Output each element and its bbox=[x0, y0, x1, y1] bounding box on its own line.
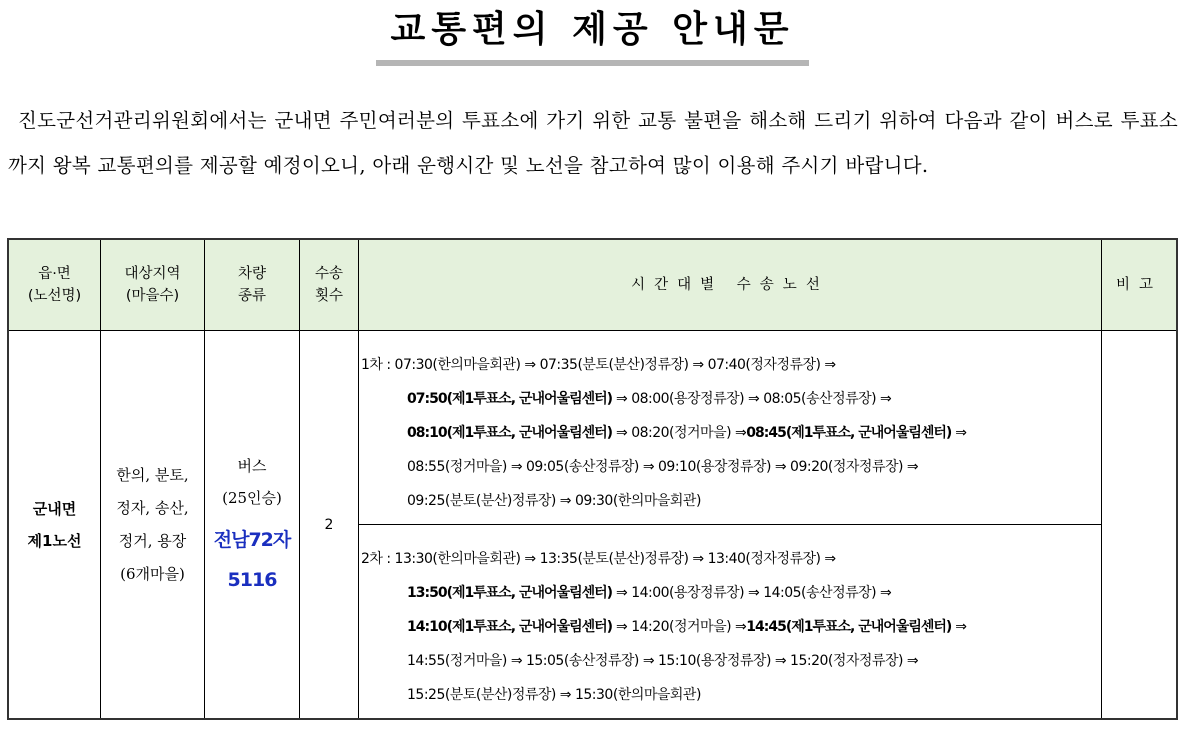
route-line: 08:55(정거마을) ⇒ 09:05(송산정류장) ⇒ 09:10(용장정류장) ⇒ 09:20(정자정류장) ⇒ bbox=[407, 459, 919, 475]
license-plate-number: 5116 bbox=[227, 568, 277, 591]
route-line: 2차 : 13:30(한의마을회관) ⇒ 13:35(분토(분산)정류장) ⇒ 13:40(정자정류장) ⇒ bbox=[361, 551, 836, 567]
title-container bbox=[0, 4, 1185, 66]
header-trips: 수송 횟수 bbox=[300, 239, 359, 331]
cell-region: 한의, 분토, 정자, 송산, 정거, 용장 (6개마을) bbox=[101, 331, 205, 720]
route-line: 15:25(분토(분산)정류장) ⇒ 15:30(한의마을회관) bbox=[407, 687, 701, 703]
header-note: 비고 bbox=[1102, 239, 1178, 331]
cell-vehicle: 버스 (25인승) 전남72자 5116 bbox=[205, 331, 300, 720]
route-line: 13:50(제1투표소, 군내어울림센터) ⇒ 14:00(용장정류장) ⇒ 14:05(송산정류장) ⇒ bbox=[407, 585, 892, 601]
header-area: 읍·면 (노선명) bbox=[8, 239, 101, 331]
route-line: 14:10(제1투표소, 군내어울림센터) ⇒ 14:20(정거마을) ⇒14:45(제1투표소, 군내어울림센터) ⇒ bbox=[407, 619, 967, 635]
header-vehicle: 차량 종류 bbox=[205, 239, 300, 331]
table-header-row bbox=[8, 239, 1177, 331]
header-region: 대상지역 (마을수) bbox=[101, 239, 205, 331]
cell-note bbox=[1102, 331, 1178, 720]
route-line: 14:55(정거마을) ⇒ 15:05(송산정류장) ⇒ 15:10(용장정류장) ⇒ 15:20(정자정류장) ⇒ bbox=[407, 653, 919, 669]
cell-area: 군내면 제1노선 bbox=[8, 331, 101, 720]
schedule-table bbox=[7, 238, 1178, 720]
route-line: 09:25(분토(분산)정류장) ⇒ 09:30(한의마을회관) bbox=[407, 493, 701, 509]
intro-paragraph: 진도군선거관리위원회에서는 군내면 주민여러분의 투표소에 가기 위한 교통 불편을 해소해 드리기 위하여 다음과 같이 버스로 투표소까지 왕복 교통편의를 제공할 예정이오니, 아래 운행시간 및 노선을 참고하여 많이 이용해 주시기 바랍니다. bbox=[8, 109, 1178, 177]
route-line: 07:50(제1투표소, 군내어울림센터) ⇒ 08:00(용장정류장) ⇒ 08:05(송산정류장) ⇒ bbox=[407, 391, 892, 407]
route-cell-2 bbox=[359, 525, 1102, 720]
route-line: 08:10(제1투표소, 군내어울림센터) ⇒ 08:20(정거마을) ⇒08:45(제1투표소, 군내어울림센터) ⇒ bbox=[407, 425, 967, 441]
header-route: 시간대별 수송노선 bbox=[359, 239, 1102, 331]
table-row bbox=[8, 331, 1177, 525]
route-line: 1차 : 07:30(한의마을회관) ⇒ 07:35(분토(분산)정류장) ⇒ 07:40(정자정류장) ⇒ bbox=[361, 357, 836, 373]
route-cell-1 bbox=[359, 331, 1102, 525]
cell-trips: 2 bbox=[300, 331, 359, 720]
license-plate: 전남72자 bbox=[213, 528, 291, 551]
page-title: 교통편의 제공 안내문 bbox=[376, 4, 808, 66]
